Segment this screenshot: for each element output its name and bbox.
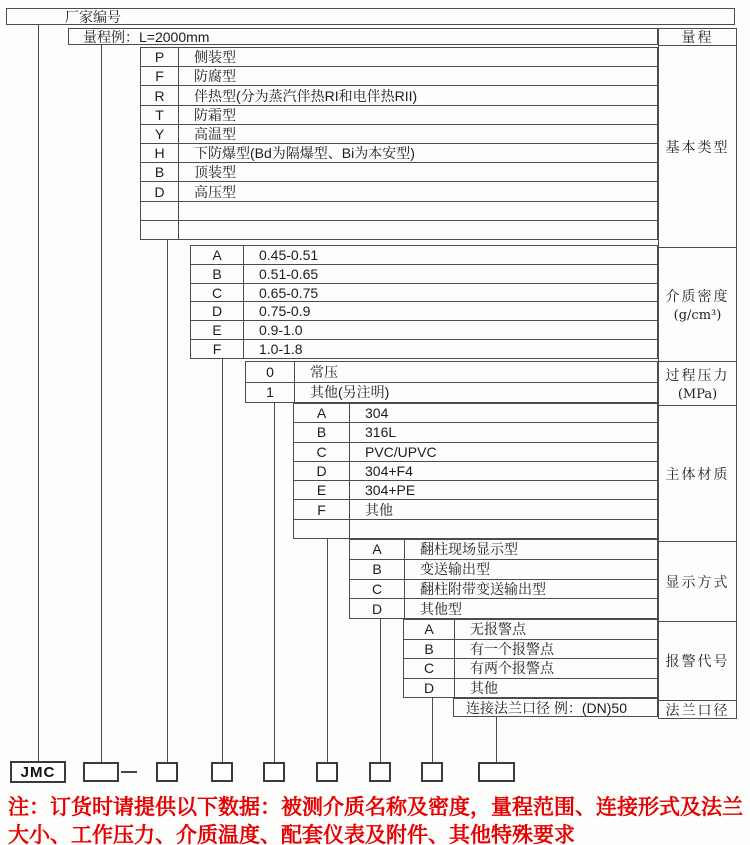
table-row (294, 461, 657, 480)
desc-cell: 304+PE (365, 482, 416, 499)
table-row (141, 66, 657, 85)
desc-cell: 有两个报警点 (470, 660, 554, 677)
ordering-note (8, 794, 748, 845)
code-box-density (211, 762, 233, 782)
desc-cell (350, 520, 657, 538)
connector-line-density (222, 359, 223, 762)
code-cell: E (294, 481, 350, 499)
connector-line-pressure (274, 403, 275, 762)
code-box-flange (478, 762, 515, 782)
code-cell: D (191, 302, 244, 320)
code-cell: A (191, 246, 244, 264)
label-alarm-code: 报警代号 (659, 621, 736, 700)
code-box-display (369, 762, 391, 782)
desc-cell: 有一个报警点 (470, 640, 554, 657)
code-cell: C (350, 580, 405, 599)
desc-cell: 顶装型 (194, 164, 236, 181)
range-example-row (68, 28, 658, 45)
code-cell: P (141, 48, 179, 66)
connector-line-material (327, 539, 328, 762)
table-row (191, 264, 657, 283)
label-basic-type: 基本类型 (659, 45, 736, 247)
desc-cell: 1.0-1.8 (259, 341, 303, 358)
code-cell: 1 (246, 383, 295, 403)
code-cell: C (191, 284, 244, 302)
table-row (191, 339, 657, 358)
desc-cell (179, 221, 657, 239)
desc-cell: 304+F4 (365, 462, 413, 479)
dash-separator (121, 771, 137, 773)
table-row (141, 201, 657, 220)
table-row (404, 678, 657, 698)
table-row (141, 181, 657, 200)
model-prefix-box (10, 761, 66, 783)
factory-code-row (6, 8, 735, 25)
desc-cell: 变送输出型 (420, 561, 490, 578)
code-cell: D (350, 599, 405, 618)
desc-cell: 0.65-0.75 (259, 284, 319, 301)
desc-cell: 304 (365, 405, 389, 422)
medium-density-table (190, 245, 658, 359)
code-cell (141, 202, 179, 220)
factory-code-label: 厂家编号 (65, 8, 121, 25)
table-row (294, 499, 657, 518)
label-display-mode: 显示方式 (659, 541, 736, 621)
code-cell: H (141, 144, 179, 162)
code-box-material (316, 762, 338, 782)
code-cell (294, 520, 350, 538)
desc-cell (179, 202, 657, 220)
desc-cell: 其他型 (420, 600, 462, 617)
table-row (294, 519, 657, 538)
code-cell: Y (141, 125, 179, 143)
table-row (191, 320, 657, 339)
table-row (246, 382, 657, 403)
code-cell: F (191, 340, 244, 358)
table-row (404, 639, 657, 659)
table-row (141, 143, 657, 162)
model-prefix: JMC (20, 763, 56, 781)
flange-size-text: 连接法兰口径 例：(DN)50 (466, 699, 628, 716)
desc-cell: 翻柱现场显示型 (420, 541, 518, 558)
table-row (141, 162, 657, 181)
code-cell: F (141, 67, 179, 85)
code-cell: A (350, 540, 405, 559)
table-row (350, 559, 657, 579)
code-box-pressure (263, 762, 285, 782)
table-row (191, 246, 657, 264)
code-cell: B (404, 640, 455, 659)
label-body-material: 主体材质 (659, 405, 736, 541)
code-cell: C (404, 659, 455, 678)
table-row (294, 442, 657, 461)
desc-cell: 下防爆型(Bd为隔爆型、Bi为本安型) (194, 145, 415, 162)
code-cell: B (191, 265, 244, 283)
ordering-note-line2: 大小、工作压力、介质温度、配套仪表及附件、其他特殊要求 (8, 824, 575, 845)
desc-cell: 高压型 (194, 183, 236, 200)
range-example-label: 量程例：L=2000mm (83, 28, 210, 45)
desc-cell: 防腐型 (194, 68, 236, 85)
desc-cell: 0.51-0.65 (259, 265, 319, 282)
code-cell: D (141, 182, 179, 200)
display-mode-table (349, 539, 658, 619)
connector-line-basic (167, 240, 168, 762)
desc-cell: 0.9-1.0 (259, 322, 303, 339)
code-cell: E (191, 321, 244, 339)
table-row (404, 658, 657, 678)
desc-cell: 0.45-0.51 (259, 246, 319, 263)
label-range: 量程 (681, 30, 714, 46)
code-cell: B (141, 163, 179, 181)
connector-line-alarm (432, 698, 433, 762)
desc-cell: 无报警点 (470, 621, 526, 638)
desc-cell: 翻柱附带变送输出型 (420, 580, 546, 597)
code-cell: T (141, 106, 179, 124)
desc-cell: 其他 (470, 679, 498, 696)
desc-cell: 防霜型 (194, 106, 236, 123)
connector-line-display (380, 619, 381, 762)
desc-cell: 316L (365, 424, 397, 441)
code-cell: A (294, 404, 350, 422)
table-row (350, 540, 657, 559)
code-cell: R (141, 86, 179, 104)
code-box-basic (156, 762, 178, 782)
connector-line-flange (496, 717, 497, 762)
desc-cell: 0.75-0.9 (259, 303, 311, 320)
desc-cell: 伴热型(分为蒸汽伴热RI和电伴热RII) (194, 87, 418, 104)
process-pressure-table (245, 361, 658, 403)
desc-cell: 常压 (310, 363, 338, 380)
ordering-note-line1: 注：订货时请提供以下数据：被测介质名称及密度，量程范围、连接形式及法兰 (8, 796, 743, 819)
table-row (191, 283, 657, 302)
table-row (191, 301, 657, 320)
code-cell: A (404, 620, 455, 639)
code-cell: F (294, 500, 350, 518)
table-row (141, 105, 657, 124)
table-row (141, 220, 657, 239)
code-cell: D (294, 462, 350, 480)
code-cell: C (294, 443, 350, 461)
desc-cell: 其他 (365, 501, 393, 518)
code-box-alarm (421, 762, 443, 782)
flange-size-row (453, 698, 658, 717)
label-process-pressure: 过程压力 (MPa) (659, 361, 736, 405)
table-row (294, 480, 657, 499)
category-label-column (658, 28, 737, 719)
desc-cell: 其他(另注明) (310, 384, 390, 401)
table-row (141, 124, 657, 143)
code-cell (141, 221, 179, 239)
table-row (294, 404, 657, 422)
connector-line-range (101, 45, 102, 762)
table-row (141, 48, 657, 66)
table-row (294, 422, 657, 441)
table-row (404, 620, 657, 639)
table-row (350, 598, 657, 618)
code-box-range (83, 762, 119, 782)
code-cell: B (294, 423, 350, 441)
alarm-code-table (403, 619, 658, 698)
code-cell: B (350, 560, 405, 579)
desc-cell: PVC/UPVC (365, 443, 437, 460)
basic-type-table (140, 47, 658, 240)
connector-line-factory (38, 24, 39, 762)
desc-cell: 高温型 (194, 125, 236, 142)
label-medium-density: 介质密度 (g/cm³) (659, 247, 736, 361)
table-row (350, 579, 657, 599)
label-flange-size: 法兰口径 (659, 700, 736, 718)
code-cell: D (404, 679, 455, 698)
table-row (141, 85, 657, 104)
desc-cell: 侧装型 (194, 49, 236, 66)
table-row (246, 362, 657, 382)
code-cell: 0 (246, 362, 295, 382)
body-material-table (293, 403, 658, 539)
